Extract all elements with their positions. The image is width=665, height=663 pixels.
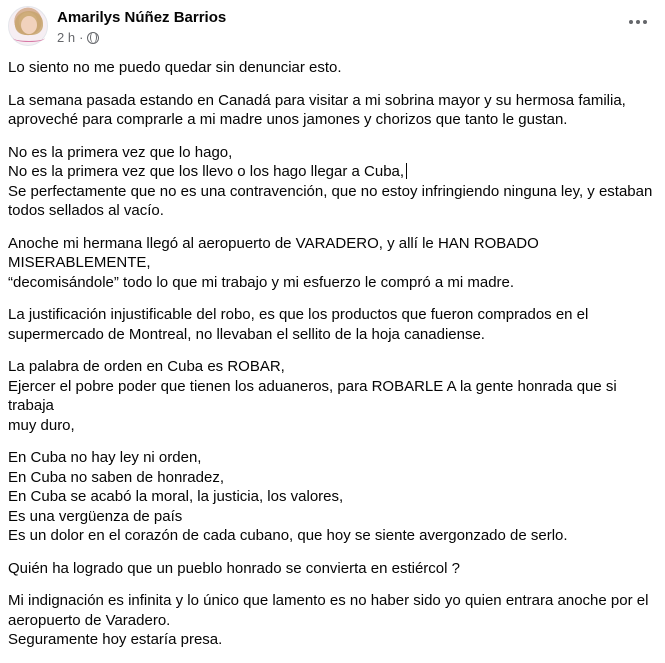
post-time[interactable]: 2 h (57, 29, 76, 45)
post-meta (57, 6, 226, 45)
post-paragraph (8, 143, 658, 221)
post-text-line: La semana pasada estando en Canadá para visitar a mi sobrina mayor y su hermosa familia, (8, 91, 626, 109)
more-options-icon (629, 20, 633, 24)
post-paragraph (8, 448, 658, 546)
post-text-line: Es un dolor en el corazón de cada cubano, que hoy se siente avergonzado de serlo. (8, 527, 568, 544)
post-text-line: Seguramente hoy estaría presa. (8, 631, 223, 648)
post-text-line: La palabra de orden en Cuba es ROBAR, (8, 358, 285, 375)
post-header (8, 6, 658, 50)
post-paragraph (8, 91, 658, 130)
post-text-line: Anoche mi hermana llegó al aeropuerto de VARADERO, y allí le HAN ROBADO MISERABLEMENTE, (8, 234, 543, 271)
post-paragraph (8, 58, 658, 78)
post-text-line: No es la primera vez que los llevo o los hago llegar a Cuba, (8, 162, 658, 182)
post-text-line: aproveché para comprarle a mi madre unos jamones y chorizos que tanto le gustan. (8, 111, 568, 128)
post-paragraph (8, 559, 658, 579)
post-text-line: En Cuba no saben de honradez, (8, 468, 224, 486)
more-options-icon (636, 20, 640, 24)
text-cursor (406, 163, 407, 179)
more-options-button[interactable] (624, 12, 652, 32)
post-paragraph (8, 357, 658, 435)
post-text-line: muy duro, (8, 416, 75, 434)
post-text-line: Lo siento no me puedo quedar sin denunciar esto. (8, 59, 342, 76)
more-options-icon (643, 20, 647, 24)
post-paragraph (8, 234, 658, 293)
post-text-line: En Cuba se acabó la moral, la justicia, los valores, (8, 488, 344, 505)
globe-icon[interactable] (87, 32, 99, 44)
post-paragraph (8, 591, 658, 650)
post-text-line: Se perfectamente que no es una contravención, que no estoy infringiendo ninguna ley, y estaban (8, 182, 653, 200)
avatar-face (21, 16, 37, 34)
post-paragraph (8, 305, 658, 344)
post-subline (57, 30, 226, 45)
author-name[interactable]: Amarilys Núñez Barrios (57, 9, 227, 26)
post-text-line: Es una vergüenza de país (8, 507, 183, 525)
post-text-line: Mi indignación es infinita y lo único que lamento es no haber sido yo quien entrara anoche por el (8, 592, 649, 609)
post-text-line: todos sellados al vacío. (8, 202, 164, 219)
post-text-line: Ejercer el pobre poder que tienen los aduaneros, para ROBARLE A la gente honrada que si trabaja (8, 377, 621, 414)
avatar-signature (13, 34, 45, 42)
post-text-line: Quién ha logrado que un pueblo honrado se convierta en estiércol ? (8, 559, 460, 577)
avatar[interactable] (8, 6, 48, 46)
post-text-line: La justificación injustificable del robo, es que los productos que fueron comprados en el (8, 306, 589, 323)
post-body (8, 58, 658, 663)
post-text-line: En Cuba no hay ley ni orden, (8, 449, 202, 466)
post-text-line: supermercado de Montreal, no llevaban el sellito de la hoja canadiense. (8, 325, 485, 343)
post-text-line: “decomisándole” todo lo que mi trabajo y mi esfuerzo le compró a mi madre. (8, 273, 515, 291)
post-text-line: aeropuerto de Varadero. (8, 611, 171, 629)
separator-dot: · (79, 30, 84, 45)
post-text-line: No es la primera vez que lo hago, (8, 143, 233, 161)
